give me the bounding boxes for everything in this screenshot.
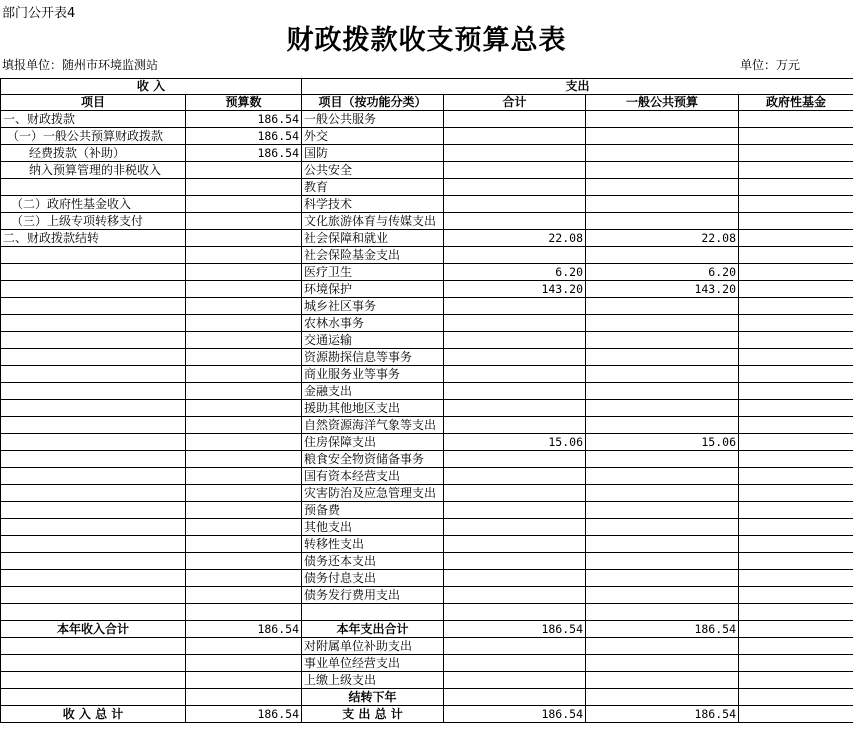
income-item-cell — [1, 468, 186, 485]
expense-total-cell — [444, 315, 586, 332]
table-row — [1, 162, 853, 179]
table-row — [1, 230, 853, 247]
income-budget-cell — [186, 315, 302, 332]
expense-item-cell: 上缴上级支出 — [302, 672, 444, 689]
income-budget-cell — [186, 570, 302, 587]
expense-fund-cell — [739, 519, 853, 536]
grand-total-row — [1, 706, 853, 723]
expense-general-cell — [586, 587, 739, 604]
expense-fund-cell — [739, 332, 853, 349]
expense-general-cell — [586, 451, 739, 468]
expense-fund-cell — [739, 349, 853, 366]
expense-fund-cell — [739, 400, 853, 417]
income-budget-cell — [186, 468, 302, 485]
expense-item-cell: 公共安全 — [302, 162, 444, 179]
income-budget-cell — [186, 519, 302, 536]
expense-fund-cell — [739, 213, 853, 230]
expense-fund-cell — [739, 638, 853, 655]
income-budget-cell: 186.54 — [186, 111, 302, 128]
table-row — [1, 434, 853, 451]
expense-general-cell: 143.20 — [586, 281, 739, 298]
income-item-cell — [1, 689, 186, 706]
income-budget-cell — [186, 332, 302, 349]
expense-item-cell: 灾害防治及应急管理支出 — [302, 485, 444, 502]
expense-fund-cell — [739, 502, 853, 519]
table-row — [1, 655, 853, 672]
expense-fund-cell — [739, 315, 853, 332]
header-row-top — [1, 79, 853, 95]
income-budget-cell — [186, 383, 302, 400]
expense-item-cell: 商业服务业等事务 — [302, 366, 444, 383]
expense-fund-cell — [739, 128, 853, 145]
page-title: 财政拨款收支预算总表 — [286, 25, 567, 56]
expense-general-cell — [586, 672, 739, 689]
expense-fund-cell — [739, 162, 853, 179]
year-expense-total-label: 本年支出合计 — [302, 621, 444, 638]
income-item-cell — [1, 349, 186, 366]
expense-fund-cell — [739, 247, 853, 264]
income-budget-cell — [186, 536, 302, 553]
income-item-cell — [1, 502, 186, 519]
income-budget-cell — [186, 162, 302, 179]
expense-general-cell — [586, 111, 739, 128]
expense-total-cell — [444, 162, 586, 179]
expense-general-cell — [586, 145, 739, 162]
budget-table — [0, 78, 853, 723]
expense-general-cell — [586, 485, 739, 502]
expense-total-cell — [444, 111, 586, 128]
expense-total-cell — [444, 349, 586, 366]
expense-fund-cell — [739, 485, 853, 502]
expense-total-cell — [444, 332, 586, 349]
expense-item-cell: 社会保障和就业 — [302, 230, 444, 247]
expense-general-cell — [586, 213, 739, 230]
expense-item-cell — [302, 604, 444, 621]
expense-fund-cell — [739, 655, 853, 672]
income-item-cell — [1, 519, 186, 536]
expense-fund-cell — [739, 366, 853, 383]
expense-general-cell — [586, 400, 739, 417]
table-row — [1, 349, 853, 366]
expense-fund-cell — [739, 689, 853, 706]
expense-item-cell: 自然资源海洋气象等支出 — [302, 417, 444, 434]
expense-total-cell — [444, 604, 586, 621]
income-budget-cell — [186, 451, 302, 468]
year-total-row — [1, 621, 853, 638]
table-row — [1, 570, 853, 587]
expense-total-cell — [444, 383, 586, 400]
expense-general-cell: 15.06 — [586, 434, 739, 451]
expense-total-cell — [444, 468, 586, 485]
expense-general-cell — [586, 519, 739, 536]
expense-fund-cell — [739, 672, 853, 689]
income-budget-cell — [186, 689, 302, 706]
expense-item-cell: 科学技术 — [302, 196, 444, 213]
income-budget-cell — [186, 230, 302, 247]
expense-general-cell — [586, 366, 739, 383]
col-header-function-item: 项目（按功能分类） — [302, 95, 444, 111]
income-item-cell: （二）政府性基金收入 — [1, 196, 186, 213]
expense-general-cell — [586, 196, 739, 213]
expense-item-cell: 事业单位经营支出 — [302, 655, 444, 672]
income-budget-cell — [186, 553, 302, 570]
col-header-general: 一般公共预算 — [586, 95, 739, 111]
expense-fund-cell — [739, 451, 853, 468]
expense-general-cell — [586, 383, 739, 400]
expense-general-cell — [586, 604, 739, 621]
income-item-cell — [1, 587, 186, 604]
expense-fund-cell — [739, 383, 853, 400]
table-row — [1, 247, 853, 264]
income-budget-cell — [186, 655, 302, 672]
expense-total-cell: 6.20 — [444, 264, 586, 281]
expense-total-cell — [444, 553, 586, 570]
expense-total-cell — [444, 502, 586, 519]
year-expense-fund-value — [739, 621, 853, 638]
table-row — [1, 179, 853, 196]
expense-total-cell — [444, 451, 586, 468]
year-income-total-label: 本年收入合计 — [1, 621, 186, 638]
income-budget-cell — [186, 417, 302, 434]
income-item-cell — [1, 366, 186, 383]
expense-fund-cell — [739, 468, 853, 485]
expense-item-cell: 城乡社区事务 — [302, 298, 444, 315]
col-header-total: 合计 — [444, 95, 586, 111]
expense-item-cell: 住房保障支出 — [302, 434, 444, 451]
table-row — [1, 281, 853, 298]
expense-total-cell — [444, 400, 586, 417]
year-income-total-value: 186.54 — [186, 621, 302, 638]
income-budget-cell — [186, 434, 302, 451]
table-row — [1, 417, 853, 434]
expense-general-cell — [586, 332, 739, 349]
income-item-cell — [1, 298, 186, 315]
year-expense-general-value: 186.54 — [586, 621, 739, 638]
expense-general-cell — [586, 689, 739, 706]
expense-item-cell: 援助其他地区支出 — [302, 400, 444, 417]
income-item-cell — [1, 570, 186, 587]
table-row — [1, 128, 853, 145]
expense-item-cell: 预备费 — [302, 502, 444, 519]
income-item-cell — [1, 485, 186, 502]
expense-item-cell: 对附属单位补助支出 — [302, 638, 444, 655]
expense-fund-cell — [739, 145, 853, 162]
expense-total-cell — [444, 417, 586, 434]
expense-general-cell — [586, 179, 739, 196]
expense-general-cell: 6.20 — [586, 264, 739, 281]
table-row — [1, 451, 853, 468]
income-budget-cell — [186, 587, 302, 604]
table-row — [1, 553, 853, 570]
expense-item-cell: 粮食安全物资储备事务 — [302, 451, 444, 468]
expense-item-cell: 国有资本经营支出 — [302, 468, 444, 485]
expense-general-cell — [586, 247, 739, 264]
table-row — [1, 672, 853, 689]
expense-item-cell: 金融支出 — [302, 383, 444, 400]
table-row — [1, 502, 853, 519]
income-budget-cell — [186, 247, 302, 264]
income-budget-cell — [186, 264, 302, 281]
income-item-cell — [1, 638, 186, 655]
income-budget-cell — [186, 349, 302, 366]
income-budget-cell — [186, 213, 302, 230]
reporting-unit: 填报单位：随州市环境监测站 — [2, 58, 159, 72]
income-item-cell — [1, 417, 186, 434]
table-row — [1, 315, 853, 332]
expense-total-cell — [444, 519, 586, 536]
expense-total-cell — [444, 366, 586, 383]
expense-fund-cell — [739, 417, 853, 434]
table-row — [1, 468, 853, 485]
income-item-cell — [1, 383, 186, 400]
income-item-cell: （一）一般公共预算财政拨款 — [1, 128, 186, 145]
expense-item-cell: 环境保护 — [302, 281, 444, 298]
income-budget-cell — [186, 196, 302, 213]
income-budget-cell — [186, 638, 302, 655]
col-header-fund: 政府性基金 — [739, 95, 853, 111]
income-budget-cell — [186, 502, 302, 519]
table-row — [1, 400, 853, 417]
expense-header: 支出 — [302, 79, 853, 95]
income-item-cell — [1, 655, 186, 672]
expense-general-cell — [586, 468, 739, 485]
expense-general-cell — [586, 162, 739, 179]
income-item-cell: 纳入预算管理的非税收入 — [1, 162, 186, 179]
expense-item-cell: 国防 — [302, 145, 444, 162]
expense-total-cell — [444, 655, 586, 672]
income-item-cell — [1, 672, 186, 689]
expense-general-cell — [586, 315, 739, 332]
expense-item-cell: 社会保险基金支出 — [302, 247, 444, 264]
expense-total-cell: 143.20 — [444, 281, 586, 298]
expense-fund-cell — [739, 230, 853, 247]
table-row — [1, 587, 853, 604]
expense-item-cell: 交通运输 — [302, 332, 444, 349]
expense-general-cell — [586, 655, 739, 672]
expense-total-cell — [444, 145, 586, 162]
income-item-cell — [1, 451, 186, 468]
table-row — [1, 196, 853, 213]
income-budget-cell — [186, 298, 302, 315]
expense-total-cell — [444, 298, 586, 315]
expense-total-cell — [444, 570, 586, 587]
expense-general-cell — [586, 417, 739, 434]
income-item-cell — [1, 281, 186, 298]
expense-total-cell — [444, 128, 586, 145]
table-row — [1, 332, 853, 349]
table-row — [1, 638, 853, 655]
expense-item-cell: 资源勘探信息等事务 — [302, 349, 444, 366]
income-item-cell — [1, 434, 186, 451]
expense-item-cell: 债务付息支出 — [302, 570, 444, 587]
expense-total-cell — [444, 213, 586, 230]
income-budget-cell — [186, 366, 302, 383]
expense-item-cell: 债务还本支出 — [302, 553, 444, 570]
expense-item-cell: 医疗卫生 — [302, 264, 444, 281]
grand-expense-general-value: 186.54 — [586, 706, 739, 723]
table-row — [1, 264, 853, 281]
expense-item-cell: 其他支出 — [302, 519, 444, 536]
income-item-cell — [1, 332, 186, 349]
income-item-cell: （三）上级专项转移支付 — [1, 213, 186, 230]
table-row — [1, 536, 853, 553]
grand-expense-fund-value — [739, 706, 853, 723]
income-budget-cell: 186.54 — [186, 145, 302, 162]
currency-unit: 单位：万元 — [740, 58, 801, 72]
income-item-cell — [1, 553, 186, 570]
expense-general-cell — [586, 638, 739, 655]
grand-income-total-value: 186.54 — [186, 706, 302, 723]
income-item-cell — [1, 179, 186, 196]
table-row — [1, 145, 853, 162]
expense-fund-cell — [739, 604, 853, 621]
expense-fund-cell — [739, 553, 853, 570]
expense-item-cell: 教育 — [302, 179, 444, 196]
carry-next-year-row — [1, 689, 853, 706]
grand-expense-total-value: 186.54 — [444, 706, 586, 723]
carry-next-year-label: 结转下年 — [302, 689, 444, 706]
expense-fund-cell — [739, 434, 853, 451]
expense-fund-cell — [739, 570, 853, 587]
expense-item-cell: 文化旅游体育与传媒支出 — [302, 213, 444, 230]
income-budget-cell — [186, 179, 302, 196]
income-budget-cell: 186.54 — [186, 128, 302, 145]
expense-item-cell: 农林水事务 — [302, 315, 444, 332]
expense-fund-cell — [739, 179, 853, 196]
income-budget-cell — [186, 485, 302, 502]
table-row — [1, 213, 853, 230]
expense-total-cell — [444, 485, 586, 502]
expense-total-cell: 22.08 — [444, 230, 586, 247]
year-expense-total-value: 186.54 — [444, 621, 586, 638]
income-item-cell — [1, 264, 186, 281]
expense-fund-cell — [739, 264, 853, 281]
table-row — [1, 383, 853, 400]
expense-item-cell: 一般公共服务 — [302, 111, 444, 128]
expense-general-cell — [586, 570, 739, 587]
expense-total-cell — [444, 587, 586, 604]
expense-fund-cell — [739, 587, 853, 604]
table-row — [1, 366, 853, 383]
expense-item-cell: 转移性支出 — [302, 536, 444, 553]
income-item-cell: 一、财政拨款 — [1, 111, 186, 128]
table-row — [1, 111, 853, 128]
expense-total-cell — [444, 247, 586, 264]
income-item-cell — [1, 400, 186, 417]
income-header: 收 入 — [1, 79, 302, 95]
col-header-budget: 预算数 — [186, 95, 302, 111]
grand-expense-total-label: 支 出 总 计 — [302, 706, 444, 723]
expense-total-cell — [444, 672, 586, 689]
table-row — [1, 604, 853, 621]
income-item-cell — [1, 536, 186, 553]
expense-fund-cell — [739, 536, 853, 553]
income-budget-cell — [186, 672, 302, 689]
expense-total-cell — [444, 196, 586, 213]
col-header-item: 项目 — [1, 95, 186, 111]
expense-general-cell — [586, 128, 739, 145]
grand-income-total-label: 收 入 总 计 — [1, 706, 186, 723]
income-budget-cell — [186, 604, 302, 621]
expense-general-cell — [586, 502, 739, 519]
expense-fund-cell — [739, 298, 853, 315]
expense-total-cell — [444, 689, 586, 706]
header-row-columns — [1, 95, 853, 111]
table-row — [1, 485, 853, 502]
expense-total-cell — [444, 179, 586, 196]
expense-general-cell — [586, 553, 739, 570]
table-row — [1, 298, 853, 315]
expense-total-cell — [444, 638, 586, 655]
income-budget-cell — [186, 400, 302, 417]
table-number-label: 部门公开表4 — [2, 6, 76, 21]
expense-general-cell — [586, 349, 739, 366]
income-budget-cell — [186, 281, 302, 298]
income-item-cell — [1, 604, 186, 621]
income-item-cell — [1, 315, 186, 332]
expense-fund-cell — [739, 111, 853, 128]
expense-general-cell: 22.08 — [586, 230, 739, 247]
expense-fund-cell — [739, 281, 853, 298]
expense-item-cell: 外交 — [302, 128, 444, 145]
table-row — [1, 519, 853, 536]
expense-fund-cell — [739, 196, 853, 213]
income-item-cell: 二、财政拨款结转 — [1, 230, 186, 247]
expense-general-cell — [586, 298, 739, 315]
expense-item-cell: 债务发行费用支出 — [302, 587, 444, 604]
income-item-cell — [1, 247, 186, 264]
expense-total-cell — [444, 536, 586, 553]
expense-general-cell — [586, 536, 739, 553]
expense-total-cell: 15.06 — [444, 434, 586, 451]
income-item-cell: 经费拨款（补助） — [1, 145, 186, 162]
